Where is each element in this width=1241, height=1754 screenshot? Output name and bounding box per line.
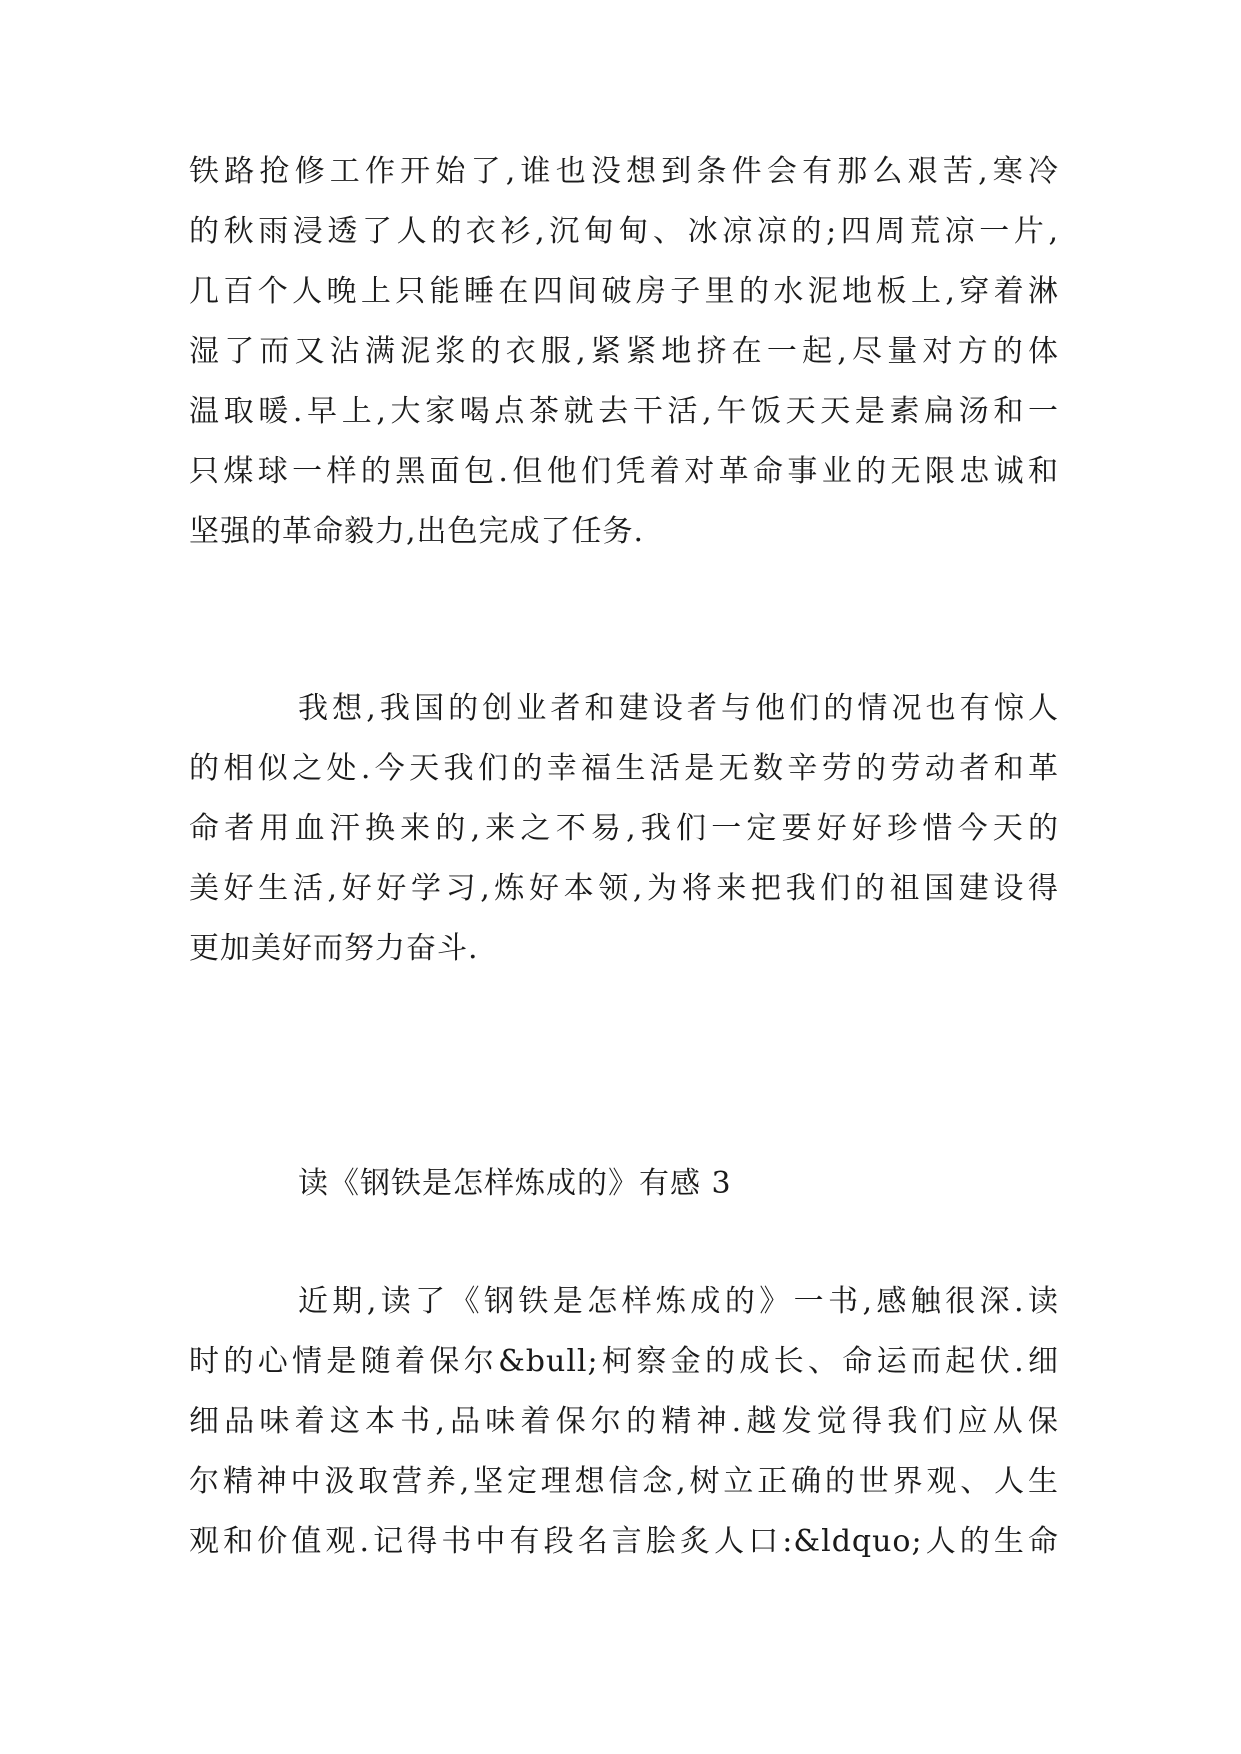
paragraph-1-line-3: 几百个人晚上只能睡在四间破房子里的水泥地板上,穿着淋 <box>189 274 1059 309</box>
paragraph-2-line-4: 美好生活,好好学习,炼好本领,为将来把我们的祖国建设得 <box>189 871 1059 906</box>
paragraph-3-line-3: 细品味着这本书,品味着保尔的精神.越发觉得我们应从保 <box>189 1404 1059 1439</box>
paragraph-3-line-4: 尔精神中汲取营养,坚定理想信念,树立正确的世界观、人生 <box>189 1464 1059 1499</box>
paragraph-3-line-1: 近期,读了《钢铁是怎样炼成的》一书,感触很深.读 <box>298 1284 1059 1319</box>
paragraph-1-line-6: 只煤球一样的黑面包.但他们凭着对革命事业的无限忠诚和 <box>189 454 1059 489</box>
paragraph-2-line-1: 我想,我国的创业者和建设者与他们的情况也有惊人 <box>298 691 1059 726</box>
paragraph-2-line-5: 更加美好而努力奋斗. <box>189 931 479 966</box>
paragraph-3-line-2: 时的心情是随着保尔&bull;柯察金的成长、命运而起伏.细 <box>189 1344 1059 1379</box>
paragraph-1-line-5: 温取暖.早上,大家喝点茶就去干活,午饭天天是素扁汤和一 <box>189 394 1059 429</box>
paragraph-2-line-2: 的相似之处.今天我们的幸福生活是无数辛劳的劳动者和革 <box>189 751 1059 786</box>
paragraph-1-line-7: 坚强的革命毅力,出色完成了任务. <box>189 514 645 549</box>
paragraph-2-line-3: 命者用血汗换来的,来之不易,我们一定要好好珍惜今天的 <box>189 811 1059 846</box>
paragraph-1-line-1: 铁路抢修工作开始了,谁也没想到条件会有那么艰苦,寒冷 <box>189 154 1059 189</box>
paragraph-3-line-5: 观和价值观.记得书中有段名言脍炙人口:&ldquo;人的生命 <box>189 1524 1059 1559</box>
paragraph-1-line-2: 的秋雨浸透了人的衣衫,沉甸甸、冰凉凉的;四周荒凉一片, <box>189 214 1059 249</box>
paragraph-1-line-4: 湿了而又沾满泥浆的衣服,紧紧地挤在一起,尽量对方的体 <box>189 334 1059 369</box>
section-heading: 读《钢铁是怎样炼成的》有感 3 <box>298 1166 732 1201</box>
